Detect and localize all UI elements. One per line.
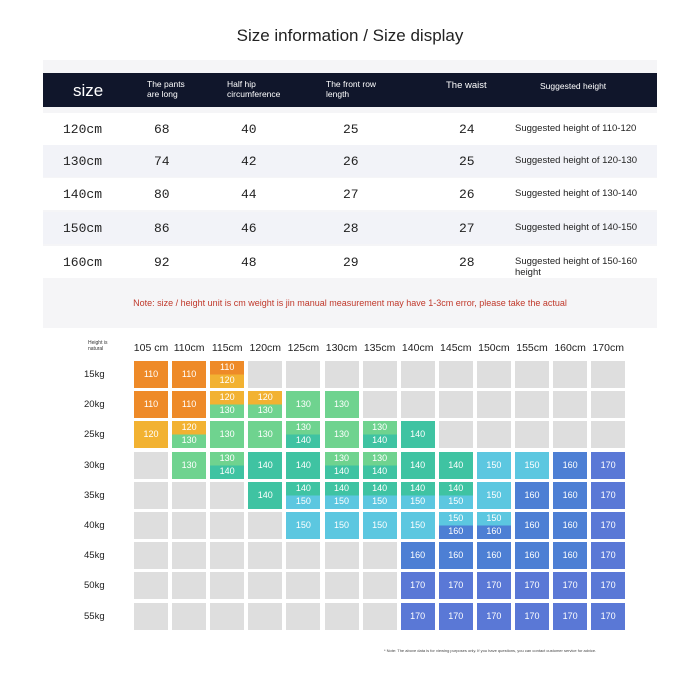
size-value: 160 xyxy=(448,550,464,561)
size-value: 170 xyxy=(600,520,616,530)
size-value: 170 xyxy=(486,580,502,591)
size-value: 150 xyxy=(333,495,350,506)
size-cell xyxy=(248,512,282,539)
size-value: 130 xyxy=(295,422,311,433)
size-cell xyxy=(515,361,549,388)
size-value: 140 xyxy=(219,465,235,476)
size-cell xyxy=(325,452,359,479)
height-column-header: 120cm xyxy=(249,342,282,354)
size-cell xyxy=(439,512,473,539)
cell-height: Suggested height of 140-150 xyxy=(515,222,638,233)
size-value: 160 xyxy=(562,489,578,500)
height-column-header: 105 cm xyxy=(133,342,169,354)
size-cell xyxy=(325,482,359,509)
height-column-header: 110cm xyxy=(173,342,205,354)
size-cell xyxy=(363,603,397,630)
size-cell xyxy=(591,512,625,539)
size-cell xyxy=(210,421,244,448)
header-pants: The pants are long xyxy=(147,79,185,99)
size-cell xyxy=(210,452,244,479)
cell-size: 120cm xyxy=(63,122,103,137)
header-waist: The waist xyxy=(446,80,487,91)
size-value: 140 xyxy=(372,465,388,476)
size-value: 120 xyxy=(219,375,235,385)
size-cell xyxy=(439,421,473,448)
cell-pants: 74 xyxy=(154,154,170,169)
size-cell xyxy=(401,421,435,448)
size-cell xyxy=(553,391,587,418)
height-column-header: 130cm xyxy=(325,342,358,354)
size-cell xyxy=(591,542,625,569)
size-cell xyxy=(591,361,625,388)
cell-height: Suggested height of 120-130 xyxy=(515,155,638,166)
table-row xyxy=(43,113,657,145)
size-cell xyxy=(172,512,206,539)
cell-height: Suggested height of 110-120 xyxy=(515,123,637,134)
size-value: 140 xyxy=(257,459,273,470)
cell-hip: 40 xyxy=(241,122,257,137)
size-cell xyxy=(210,603,244,630)
cell-hip: 42 xyxy=(241,154,257,169)
size-cell xyxy=(591,452,625,479)
table-row xyxy=(43,178,657,210)
size-value: 160 xyxy=(562,520,578,530)
size-value: 140 xyxy=(295,435,311,446)
size-value: 160 xyxy=(524,489,540,500)
size-cell xyxy=(401,452,435,479)
cell-pants: 92 xyxy=(154,255,170,270)
size-cell xyxy=(134,452,168,479)
cell-front: 28 xyxy=(343,221,359,236)
size-cell xyxy=(401,572,435,599)
size-cell xyxy=(553,361,587,388)
size-cell xyxy=(172,482,206,509)
size-cell xyxy=(210,391,244,418)
size-value: 170 xyxy=(524,580,540,591)
size-value: 140 xyxy=(448,459,464,470)
table-header xyxy=(43,73,657,107)
cell-waist: 25 xyxy=(459,154,475,169)
size-value: 170 xyxy=(600,550,616,561)
size-cell xyxy=(248,391,282,418)
size-value: 130 xyxy=(333,452,350,463)
size-value: 130 xyxy=(219,452,235,463)
size-value: 140 xyxy=(295,459,311,470)
size-cell xyxy=(172,391,206,418)
size-cell xyxy=(286,391,320,418)
size-value: 160 xyxy=(562,459,578,470)
size-value: 120 xyxy=(219,392,235,403)
size-value: 110 xyxy=(143,369,159,379)
size-value: 140 xyxy=(448,482,464,493)
size-value: 130 xyxy=(181,459,197,470)
header-suggested-height: Suggested height xyxy=(540,81,607,91)
size-value: 120 xyxy=(143,429,159,440)
size-cell xyxy=(477,452,511,479)
size-value: 140 xyxy=(372,435,388,446)
cell-front: 27 xyxy=(343,187,359,202)
size-cell xyxy=(591,482,625,509)
size-value: 150 xyxy=(410,520,426,530)
size-cell xyxy=(477,603,511,630)
size-value: 140 xyxy=(410,429,426,440)
size-cell xyxy=(591,572,625,599)
size-cell xyxy=(363,391,397,418)
cell-height: Suggested height of 150-160 height xyxy=(515,256,638,278)
size-value: 160 xyxy=(524,550,540,561)
cell-hip: 46 xyxy=(241,221,257,236)
size-value: 110 xyxy=(181,369,197,379)
size-cell xyxy=(477,391,511,418)
footnote: * Note: The above data is for viewing purposes only. If you have questions, you can contact customer service for advice. xyxy=(384,648,597,653)
height-column-header: 155cm xyxy=(516,342,548,354)
height-column-header: 115cm xyxy=(211,342,243,354)
size-cell xyxy=(286,452,320,479)
size-value: 170 xyxy=(410,610,426,621)
size-value: 130 xyxy=(372,452,388,463)
size-cell xyxy=(134,542,168,569)
size-cell xyxy=(248,421,282,448)
size-cell xyxy=(439,391,473,418)
size-cell xyxy=(477,572,511,599)
size-cell xyxy=(553,542,587,569)
cell-waist: 28 xyxy=(459,255,475,270)
size-cell xyxy=(553,572,587,599)
header-front-length: The front row length xyxy=(326,79,377,99)
cell-waist: 27 xyxy=(459,221,475,236)
cell-pants: 68 xyxy=(154,122,170,137)
size-cell xyxy=(515,482,549,509)
cell-hip: 48 xyxy=(241,255,257,270)
size-cell xyxy=(439,482,473,509)
size-cell xyxy=(325,391,359,418)
size-value: 160 xyxy=(562,550,578,561)
cell-front: 29 xyxy=(343,255,359,270)
size-cell xyxy=(401,512,435,539)
size-cell xyxy=(134,421,168,448)
page-title: Size information / Size display xyxy=(236,26,464,45)
size-cell xyxy=(325,361,359,388)
size-value: 170 xyxy=(486,610,502,621)
table-row xyxy=(43,212,657,244)
size-value: 140 xyxy=(372,482,388,493)
size-cell xyxy=(363,452,397,479)
size-cell xyxy=(439,452,473,479)
size-cell xyxy=(134,512,168,539)
size-value: 150 xyxy=(410,495,426,506)
size-cell xyxy=(401,361,435,388)
cell-front: 26 xyxy=(343,154,359,169)
size-cell xyxy=(286,572,320,599)
size-cell xyxy=(172,603,206,630)
height-column-header: 125cm xyxy=(287,342,320,354)
weight-row-header: 30kg xyxy=(84,459,105,471)
size-cell xyxy=(248,452,282,479)
size-value: 170 xyxy=(524,610,540,621)
size-value: 170 xyxy=(600,580,616,591)
size-value: 170 xyxy=(600,459,616,470)
height-column-header: 170cm xyxy=(592,342,624,354)
size-cell xyxy=(553,482,587,509)
size-value: 140 xyxy=(333,482,350,493)
size-value: 140 xyxy=(410,459,426,470)
size-value: 150 xyxy=(372,495,388,506)
size-cell xyxy=(210,482,244,509)
weight-row-header: 40kg xyxy=(84,520,105,531)
size-cell xyxy=(248,361,282,388)
size-value: 130 xyxy=(333,399,350,410)
size-value: 170 xyxy=(410,580,426,591)
size-cell xyxy=(401,482,435,509)
size-cell xyxy=(515,391,549,418)
size-cell xyxy=(325,512,359,539)
cell-size: 140cm xyxy=(63,187,103,202)
chart-corner-label: Height is natural xyxy=(88,340,108,352)
height-column-header: 160cm xyxy=(554,342,586,354)
size-value: 110 xyxy=(143,399,159,410)
size-cell xyxy=(439,603,473,630)
size-cell xyxy=(286,482,320,509)
size-cell xyxy=(477,421,511,448)
size-cell xyxy=(363,421,397,448)
size-cell xyxy=(363,542,397,569)
size-cell xyxy=(286,361,320,388)
size-value: 130 xyxy=(295,399,311,410)
size-value: 130 xyxy=(219,429,235,440)
size-cell xyxy=(591,421,625,448)
cell-waist: 24 xyxy=(459,122,475,137)
size-cell xyxy=(363,512,397,539)
height-column-header: 150cm xyxy=(478,342,510,354)
size-cell xyxy=(248,603,282,630)
cell-pants: 86 xyxy=(154,221,170,236)
size-value: 130 xyxy=(333,429,350,440)
size-cell xyxy=(210,512,244,539)
size-value: 130 xyxy=(372,422,388,433)
size-value: 150 xyxy=(486,489,502,500)
weight-row-header: 35kg xyxy=(84,489,105,501)
size-value: 150 xyxy=(295,520,311,530)
size-value: 160 xyxy=(486,526,502,536)
size-cell xyxy=(248,482,282,509)
size-cell xyxy=(477,482,511,509)
size-cell xyxy=(325,603,359,630)
size-cell xyxy=(134,391,168,418)
size-cell xyxy=(325,421,359,448)
size-cell xyxy=(515,542,549,569)
size-cell xyxy=(248,542,282,569)
size-cell xyxy=(477,512,511,539)
size-cell xyxy=(134,603,168,630)
size-cell xyxy=(325,572,359,599)
weight-row-header: 45kg xyxy=(84,550,105,562)
size-value: 130 xyxy=(181,435,197,446)
size-value: 150 xyxy=(372,520,388,530)
cell-size: 130cm xyxy=(63,154,103,169)
size-value: 150 xyxy=(295,495,311,506)
cell-hip: 44 xyxy=(241,187,257,202)
size-value: 170 xyxy=(600,610,616,621)
size-cell xyxy=(439,572,473,599)
weight-row-header: 25kg xyxy=(84,429,105,441)
size-cell xyxy=(363,361,397,388)
size-cell xyxy=(286,603,320,630)
size-cell xyxy=(172,452,206,479)
measurement-note: Note: size / height unit is cm weight is jin manual measurement may have 1-3cm error, please take the actual xyxy=(133,298,567,308)
size-value: 120 xyxy=(181,422,197,433)
cell-size: 150cm xyxy=(63,221,103,236)
size-cell xyxy=(172,572,206,599)
size-cell xyxy=(286,421,320,448)
size-cell xyxy=(363,482,397,509)
size-cell xyxy=(401,603,435,630)
weight-row-header: 20kg xyxy=(84,399,105,411)
size-cell xyxy=(591,603,625,630)
size-cell xyxy=(515,512,549,539)
size-cell xyxy=(553,421,587,448)
cell-height: Suggested height of 130-140 xyxy=(515,188,638,199)
size-cell xyxy=(439,542,473,569)
size-value: 170 xyxy=(448,610,464,621)
size-value: 140 xyxy=(257,489,273,500)
cell-size: 160cm xyxy=(63,255,103,270)
height-column-header: 135cm xyxy=(363,342,396,354)
size-value: 120 xyxy=(257,392,273,403)
size-cell xyxy=(439,361,473,388)
size-cell xyxy=(248,572,282,599)
size-cell xyxy=(515,603,549,630)
size-cell xyxy=(515,452,549,479)
size-value: 150 xyxy=(486,513,502,523)
size-value: 160 xyxy=(486,550,502,561)
header-size: size xyxy=(73,81,104,100)
size-value: 170 xyxy=(562,580,578,591)
size-value: 160 xyxy=(410,550,426,561)
size-cell xyxy=(553,452,587,479)
size-value: 170 xyxy=(448,580,464,591)
size-cell xyxy=(325,542,359,569)
size-cell xyxy=(515,421,549,448)
size-value: 160 xyxy=(524,520,540,530)
size-value: 130 xyxy=(257,405,273,416)
size-cell xyxy=(553,512,587,539)
size-value: 130 xyxy=(257,429,273,440)
cell-front: 25 xyxy=(343,122,359,137)
header-hip: Half hip circumference xyxy=(227,79,281,99)
height-column-header: 145cm xyxy=(440,342,472,354)
size-value: 150 xyxy=(333,520,350,530)
size-value: 160 xyxy=(448,526,464,536)
size-value: 150 xyxy=(448,495,464,506)
size-value: 110 xyxy=(181,399,197,410)
size-cell xyxy=(553,603,587,630)
size-cell xyxy=(286,512,320,539)
size-cell xyxy=(210,572,244,599)
weight-row-header: 15kg xyxy=(84,369,105,380)
size-value: 110 xyxy=(220,362,235,372)
size-value: 150 xyxy=(524,459,540,470)
size-cell xyxy=(172,421,206,448)
size-cell xyxy=(172,361,206,388)
table-row xyxy=(43,246,657,278)
size-cell xyxy=(134,572,168,599)
size-value: 150 xyxy=(486,459,502,470)
size-value: 140 xyxy=(410,482,426,493)
size-value: 170 xyxy=(600,489,616,500)
height-column-header: 140cm xyxy=(401,342,434,354)
size-value: 150 xyxy=(448,513,464,523)
size-cell xyxy=(401,391,435,418)
size-cell xyxy=(477,542,511,569)
weight-row-header: 50kg xyxy=(84,580,105,592)
size-cell xyxy=(286,542,320,569)
size-value: 140 xyxy=(295,482,311,493)
cell-waist: 26 xyxy=(459,187,475,202)
size-cell xyxy=(210,361,244,388)
size-cell xyxy=(172,542,206,569)
size-value: 140 xyxy=(333,465,350,476)
size-cell xyxy=(591,391,625,418)
size-value: 170 xyxy=(562,610,578,621)
size-cell xyxy=(134,361,168,388)
size-cell xyxy=(363,572,397,599)
size-cell xyxy=(477,361,511,388)
size-cell xyxy=(210,542,244,569)
weight-row-header: 55kg xyxy=(84,610,105,622)
size-cell xyxy=(515,572,549,599)
size-cell xyxy=(134,482,168,509)
cell-pants: 80 xyxy=(154,187,170,202)
table-row xyxy=(43,145,657,177)
size-value: 130 xyxy=(219,405,235,416)
size-cell xyxy=(401,542,435,569)
